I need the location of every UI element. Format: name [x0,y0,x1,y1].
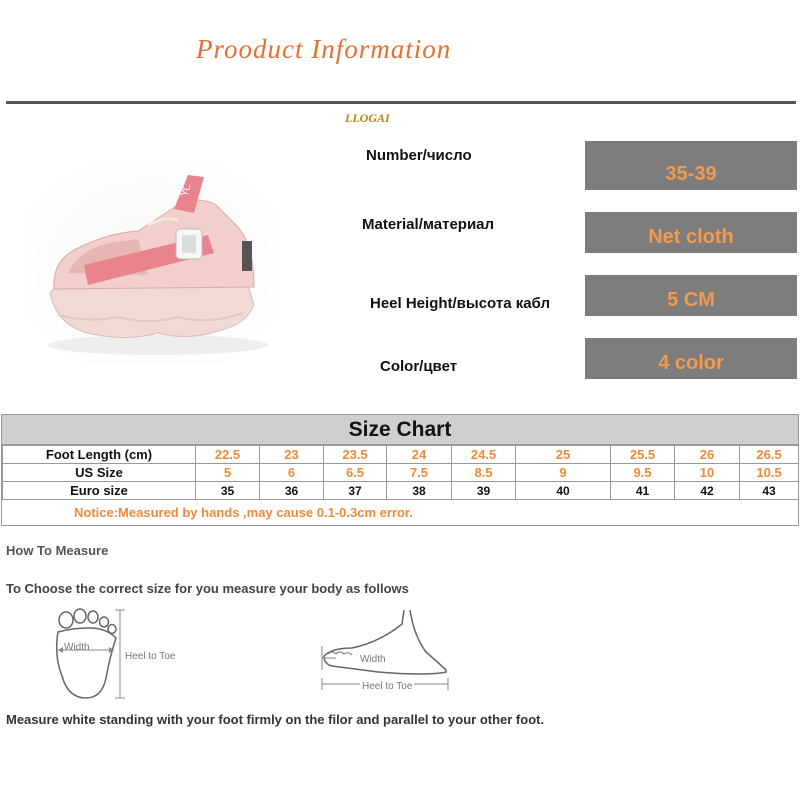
page-title: Prooduct Information [196,34,452,64]
spec-label-material: Material/материал [362,216,495,233]
size-cell: 6 [260,464,324,482]
svg-text:YC: YC [179,182,194,198]
size-cell: 23.5 [324,446,387,464]
size-cell: 7.5 [387,464,452,482]
measure-instructions: Measure white standing with your foot firmly on the filor and parallel to your other foot. [6,712,545,727]
size-cell: 9 [516,464,611,482]
size-cell: 25.5 [611,446,675,464]
size-notice-row [2,502,798,524]
size-chart [1,414,799,526]
spec-label-heel-clip [370,295,585,313]
how-to-measure-heading: How To Measure [6,543,109,558]
size-cell: 25 [516,446,611,464]
spec-label-number: Number/число [366,147,472,164]
size-cell: 6.5 [324,464,387,482]
header-divider [6,101,796,104]
size-row-label: Euro size [3,482,196,500]
size-cell: 24 [387,446,452,464]
size-cell: 40 [516,482,611,500]
size-cell: 5 [196,464,260,482]
spec-value-material [585,212,797,253]
size-chart-title: Size Chart [2,415,798,445]
spec-value-number [585,141,797,190]
brand-name: LLOGAI [345,111,390,125]
size-cell: 38 [387,482,452,500]
size-cell: 41 [611,482,675,500]
size-cell: 10.5 [740,464,799,482]
size-row-label: Foot Length (cm) [3,446,196,464]
size-cell: 42 [675,482,740,500]
heel-to-toe-label-side: Heel to Toe [362,681,413,692]
spec-value-heel [585,275,797,316]
size-row [3,464,799,482]
size-row [3,482,799,500]
size-cell: 35 [196,482,260,500]
size-cell: 26 [675,446,740,464]
foot-top-diagram [40,606,200,702]
spec-value-color-text: 4 color [658,352,724,374]
spec-value-color [585,338,797,379]
width-label-side: Width [360,654,386,665]
size-cell: 24.5 [452,446,516,464]
size-row-label: US Size [3,464,196,482]
spec-label-heel: Heel Height/высота кабл [370,295,550,312]
size-notice: Notice:Measured by hands ,may cause 0.1-0.3cm error. [74,505,413,520]
spec-value-heel-text: 5 CM [667,289,715,311]
size-cell: 26.5 [740,446,799,464]
size-cell: 37 [324,482,387,500]
size-cell: 10 [675,464,740,482]
size-table [2,445,799,500]
size-cell: 43 [740,482,799,500]
width-label-top: Width [64,642,90,653]
size-cell: 23 [260,446,324,464]
size-row [3,446,799,464]
size-cell: 36 [260,482,324,500]
size-cell: 22.5 [196,446,260,464]
size-cell: 8.5 [452,464,516,482]
shoe-image [28,165,278,365]
how-to-measure-subheading: To Choose the correct size for you measure your body as follows [6,581,409,596]
heel-to-toe-label-top: Heel to Toe [125,651,176,662]
size-cell: 39 [452,482,516,500]
spec-value-number-text: 35-39 [665,163,717,185]
spec-value-material-text: Net cloth [648,226,734,248]
size-cell: 9.5 [611,464,675,482]
spec-label-color: Color/цвет [380,358,458,375]
